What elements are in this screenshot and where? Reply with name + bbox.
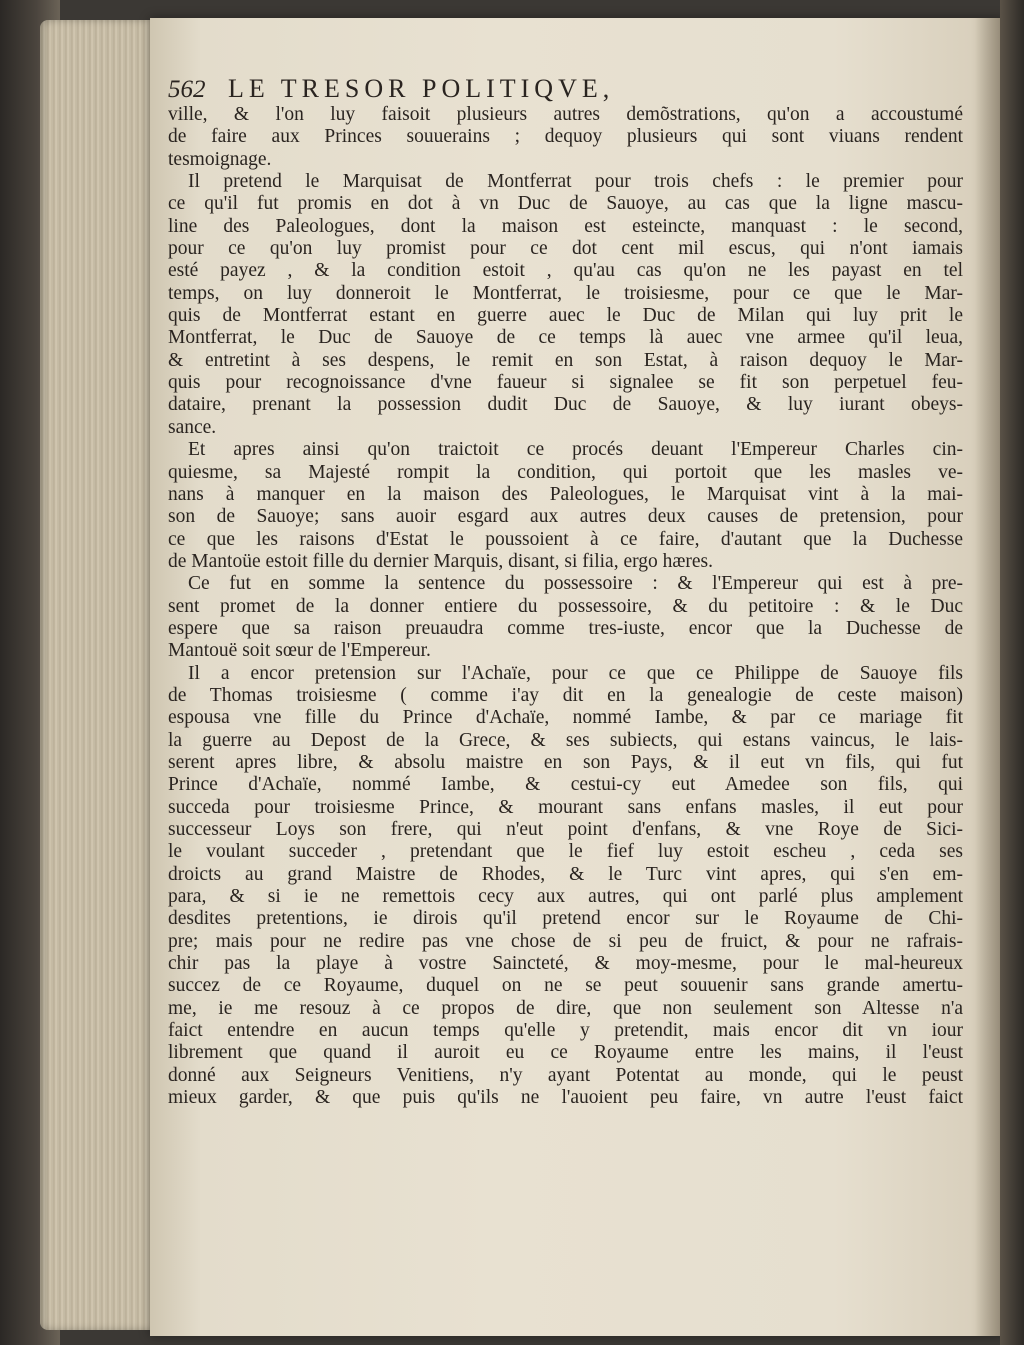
text-line: dataire, prenant la possession dudit Duc de Sauoye, & luy iurant obeys-: [168, 394, 963, 416]
text-line: sance.: [168, 416, 217, 438]
facing-page-edge: [1000, 0, 1024, 1345]
text-line: librement que quand il auroit eu ce Royaume entre les mains, il l'eust: [168, 1042, 963, 1064]
text-line: ce que les raisons d'Estat le poussoient à ce faire, d'autant que la Duchesse: [168, 528, 963, 550]
text-line: temps, on luy donneroit le Montferrat, le troisiesme, pour ce que le Mar-: [168, 282, 963, 304]
text-line: tesmoignage.: [168, 148, 272, 170]
text-line: quis de Montferrat estant en guerre auec le Duc de Milan qui luy prit le: [168, 305, 963, 327]
text-line: mieux garder, & que puis qu'ils ne l'auoient peu faire, vn autre l'eust faict: [168, 1087, 963, 1109]
text-line: Ce fut en somme la sentence du possessoire : & l'Empereur qui est à pre-: [188, 573, 963, 595]
text-line: ville, & l'on luy faisoit plusieurs autres demõstrations, qu'on a accoustumé: [168, 104, 963, 125]
text-line: de Thomas troisiesme ( comme i'ay dit en la genealogie de ceste maison): [168, 684, 963, 706]
running-title: LE TRESOR POLITIQVE,: [228, 74, 615, 103]
text-line: successeur Loys son frere, qui n'eut point d'enfans, & vne Roye de Sici-: [168, 819, 963, 840]
text-line: para, & si ie ne remettois cecy aux autres, qui ont parlé plus amplement: [168, 886, 963, 908]
text-line: la guerre au Depost de la Grece, & ses subiects, qui estans vaincus, le lais-: [168, 729, 963, 751]
text-line: faict entendre en aucun temps qu'elle y pretendit, mais encor dit vn iour: [168, 1020, 963, 1042]
text-line: donné aux Seigneurs Venitiens, n'y ayant Potentat au monde, qui le peust: [168, 1064, 963, 1086]
text-line: & entretint à ses despens, le remit en son Estat, à raison dequoy le Mar-: [168, 349, 963, 371]
page-number: 562: [168, 76, 206, 103]
text-line: de Mantoüe estoit fille du dernier Marquis, disant, si filia, ergo hæres.: [168, 550, 713, 572]
text-line: sent promet de la donner entiere du possessoire, & du petitoire : & le Duc: [168, 595, 963, 617]
text-line: succeda pour troisiesme Prince, & mourant sans enfans masles, il eut pour: [168, 796, 963, 818]
text-line: nans à manquer en la maison des Paleologues, le Marquisat vint à la mai-: [168, 483, 963, 505]
text-line: desdites pretentions, ie dirois qu'il pretend encor sur le Royaume de Chi-: [168, 908, 963, 930]
text-line: line des Paleologues, dont la maison est esteincte, manquast : le second,: [168, 215, 963, 237]
text-line: esté payez , & la condition estoit , qu'au cas qu'on ne les payast en tel: [168, 260, 963, 282]
text-line: succez de ce Royaume, duquel on ne se peut souuenir sans grande amertu-: [168, 975, 963, 997]
text-line: Mantouë soit sœur de l'Empereur.: [168, 640, 431, 662]
text-line: espousa vne fille du Prince d'Achaïe, nommé Iambe, & par ce mariage fit: [168, 707, 963, 729]
text-line: pour ce qu'on luy promist pour ce dot cent mil escus, qui n'ont iamais: [168, 238, 963, 260]
text-line: espere que sa raison preuaudra comme tres-iuste, encor que la Duchesse de: [168, 617, 963, 639]
text-line: son de Sauoye; sans auoir esgard aux autres deux causes de pretension, pour: [168, 506, 963, 528]
body-text: [168, 104, 963, 1109]
text-line: Prince d'Achaïe, nommé Iambe, & cestui-cy eut Amedee son fils, qui: [168, 774, 963, 796]
text-line: ce qu'il fut promis en dot à vn Duc de Sauoye, au cas que la ligne mascu-: [168, 193, 963, 215]
text-line: Il a encor pretension sur l'Achaïe, pour ce que ce Philippe de Sauoye fils: [188, 662, 963, 684]
text-line: Et apres ainsi qu'on traictoit ce procés deuant l'Empereur Charles cin-: [188, 439, 963, 461]
text-line: quiesme, sa Majesté rompit la condition, qui portoit que les masles ve-: [168, 461, 963, 483]
text-line: chir pas la playe à vostre Saincteté, & moy-mesme, pour le mal-heureux: [168, 953, 963, 975]
text-line: serent apres libre, & absolu maistre en son Pays, & il eut vn fils, qui fut: [168, 751, 963, 773]
text-line: Il pretend le Marquisat de Montferrat pour trois chefs : le premier pour: [188, 171, 963, 193]
text-line: droicts au grand Maistre de Rhodes, & le Turc vint apres, qui s'en em-: [168, 863, 963, 885]
text-line: Montferrat, le Duc de Sauoye de ce temps là auec vne armee qu'il leua,: [168, 327, 963, 349]
text-line: de faire aux Princes souuerains ; dequoy plusieurs qui sont viuans rendent: [168, 126, 963, 148]
text-line: me, ie me resouz à ce propos de dire, que non seulement son Altesse n'a: [168, 997, 963, 1019]
text-line: le voulant succeder , pretendant que le fief luy estoit escheu , ceda ses: [168, 841, 963, 863]
text-line: pre; mais pour ne redire pas vne chose de si peu de fruict, & pour ne rafrais-: [168, 930, 963, 952]
text-line: quis pour recognoissance d'vne faueur si signalee se fit son perpetuel feu-: [168, 372, 963, 394]
